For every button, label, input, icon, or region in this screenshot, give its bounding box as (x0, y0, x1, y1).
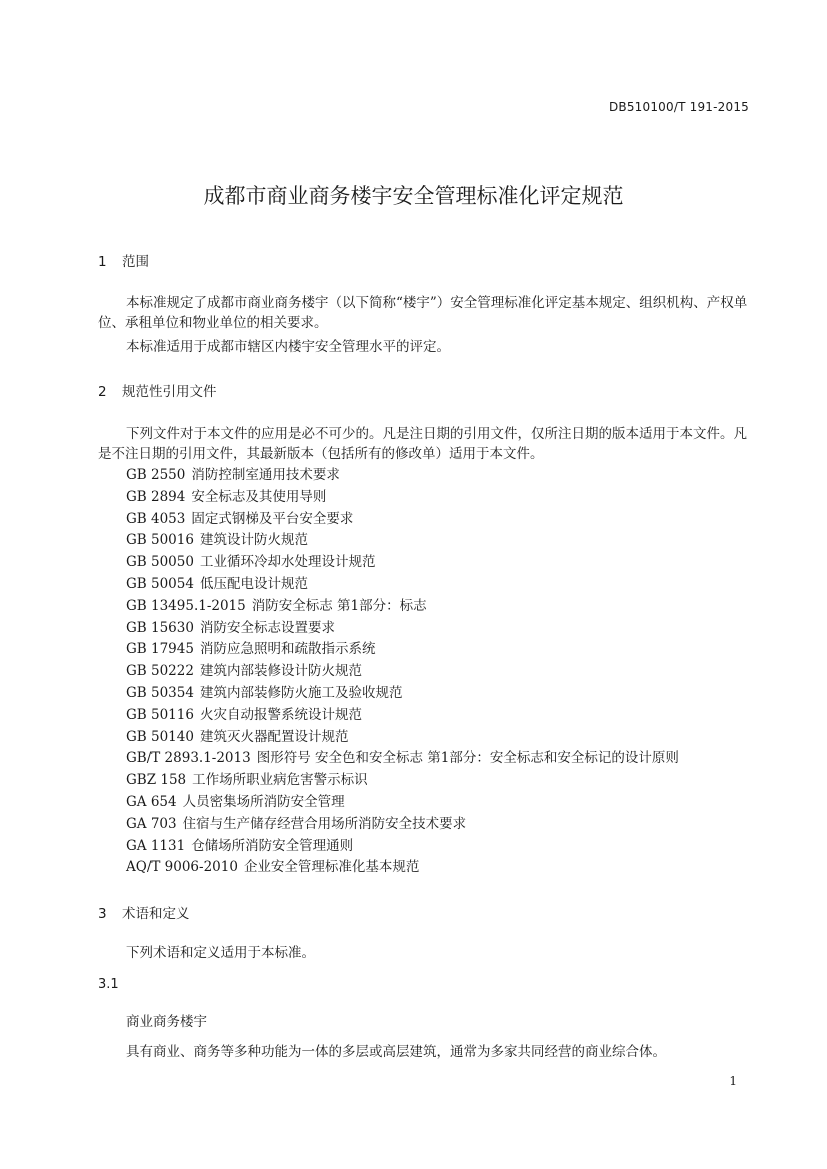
reference-title: 安全标志及其使用导则 (191, 488, 327, 505)
reference-title: 建筑内部装修设计防火规范 (199, 663, 362, 680)
reference-title: 消防应急照明和疏散指示系统 (199, 641, 376, 658)
list-item (126, 705, 679, 727)
list-item (126, 814, 679, 836)
reference-title: 火灾自动报警系统设计规范 (199, 706, 362, 723)
list-item (126, 552, 679, 574)
scope-paragraph-1: 本标准规定了成都市商业商务楼宇（以下简称“楼宇”）安全管理标准化评定基本规定、组织机构、产权单位、承租单位和物业单位的相关要求。 (98, 295, 748, 331)
reference-title: 工业循环冷却水处理设计规范 (199, 554, 376, 571)
document-code: DB510100/T 191-2015 (608, 100, 749, 114)
reference-code: GB 13495.1-2015 (126, 597, 246, 614)
reference-title: 企业安全管理标准化基本规范 (243, 859, 420, 876)
reference-code: GB 50140 (126, 728, 194, 745)
section-heading-normative-refs (98, 380, 217, 400)
reference-title: 消防安全标志 第1部分：标志 (251, 597, 427, 614)
reference-code: GA 703 (126, 815, 177, 832)
normative-refs-intro: 下列文件对于本文件的应用是必不可少的。凡是注日期的引用文件，仅所注日期的版本适用于本文件。凡是不注日期的引用文件，其最新版本（包括所有的修改单）适用于本文件。 (98, 426, 747, 462)
reference-code: GA 654 (126, 793, 177, 810)
list-item (126, 530, 679, 552)
section-title: 术语和定义 (122, 906, 190, 922)
reference-title: 消防控制室通用技术要求 (191, 467, 340, 483)
section-heading-terms (98, 902, 190, 922)
list-item (126, 770, 679, 792)
list-item (126, 661, 679, 683)
reference-title: 建筑内部装修防火施工及验收规范 (199, 684, 403, 701)
document-title: 成都市商业商务楼宇安全管理标准化评定规范 (203, 184, 624, 208)
section-title: 范围 (122, 254, 149, 270)
reference-code: GB/T 2893.1-2013 (126, 750, 251, 767)
reference-code: GB 15630 (126, 619, 194, 636)
reference-title: 人员密集场所消防安全管理 (182, 793, 345, 810)
reference-title: 建筑设计防火规范 (199, 532, 308, 549)
term-definition: 具有商业、商务等多种功能为一体的多层或高层建筑，通常为多家共同经营的商业综合体。 (126, 1044, 666, 1060)
reference-code: GB 50016 (126, 532, 194, 549)
term-title: 商业商务楼宇 (126, 1014, 207, 1030)
reference-code: GB 50054 (126, 575, 194, 592)
page-number: 1 (729, 1074, 737, 1088)
list-item (126, 618, 679, 640)
section-title: 规范性引用文件 (122, 384, 217, 400)
section-number: 2 (98, 384, 107, 400)
list-item (126, 509, 679, 531)
scope-paragraph-2: 本标准适用于成都市辖区内楼宇安全管理水平的评定。 (126, 339, 450, 355)
reference-code: GA 1131 (126, 837, 186, 854)
reference-title: 仓储场所消防安全管理通则 (191, 837, 354, 854)
reference-code: AQ/T 9006-2010 (126, 859, 238, 876)
reference-list (126, 465, 679, 879)
reference-code: GB 50222 (126, 663, 194, 680)
list-item (126, 727, 679, 749)
reference-title: 建筑灭火器配置设计规范 (199, 728, 349, 745)
list-item (126, 596, 679, 618)
list-item (126, 748, 679, 770)
reference-code: GB 2894 (126, 488, 186, 505)
list-item (126, 639, 679, 661)
list-item (126, 857, 679, 879)
reference-title: 工作场所职业病危害警示标识 (192, 772, 368, 789)
reference-code: GB 4053 (126, 510, 186, 527)
reference-code: GBZ 158 (126, 772, 187, 789)
reference-code: GB 17945 (126, 641, 194, 658)
section-heading-scope (98, 250, 149, 270)
terms-intro: 下列术语和定义适用于本标准。 (126, 945, 315, 961)
reference-title: 图形符号 安全色和安全标志 第1部分：安全标志和安全标记的设计原则 (256, 750, 679, 767)
list-item (126, 465, 679, 487)
term-number: 3.1 (98, 977, 119, 992)
list-item (126, 836, 679, 858)
reference-code: GB 50354 (126, 684, 194, 701)
section-number: 3 (98, 906, 107, 922)
reference-title: 固定式钢梯及平台安全要求 (191, 510, 354, 527)
reference-code: GB 50116 (126, 706, 194, 723)
reference-title: 住宿与生产储存经营合用场所消防安全技术要求 (182, 815, 467, 832)
reference-code: GB 50050 (126, 554, 194, 571)
list-item (126, 574, 679, 596)
list-item (126, 683, 679, 705)
list-item (126, 792, 679, 814)
reference-title: 低压配电设计规范 (199, 575, 308, 592)
reference-code: GB 2550 (126, 467, 186, 483)
section-number: 1 (98, 254, 107, 270)
list-item (126, 487, 679, 509)
reference-title: 消防安全标志设置要求 (199, 619, 335, 636)
